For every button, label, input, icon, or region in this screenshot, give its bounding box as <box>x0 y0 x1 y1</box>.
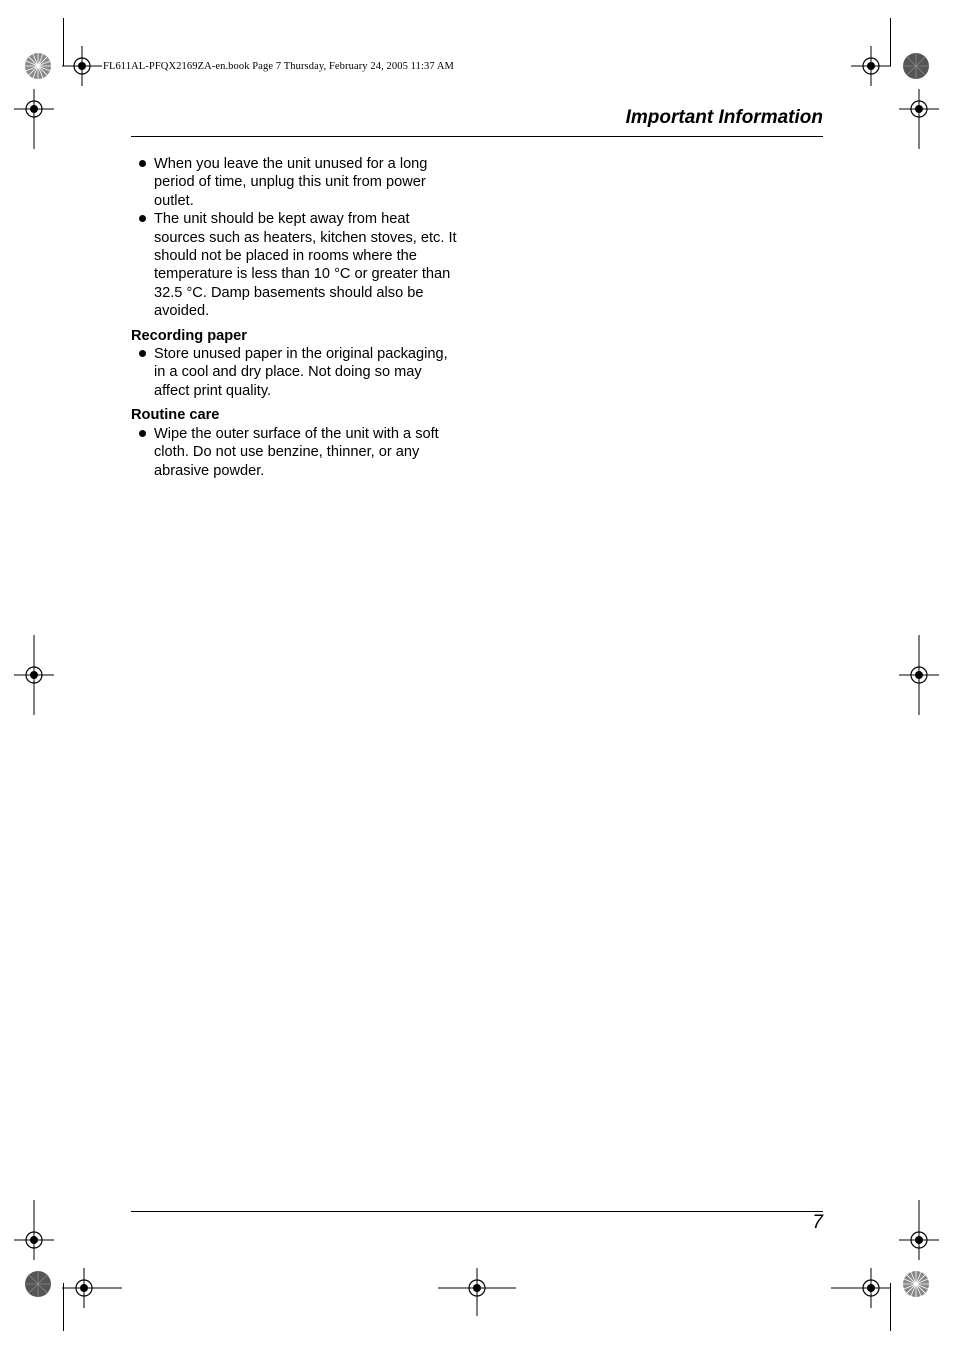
bullet-icon <box>139 160 146 167</box>
registration-mark-icon <box>62 1268 122 1308</box>
routine-care-bullet-list <box>131 425 461 480</box>
registration-mark-icon <box>899 89 939 149</box>
section-heading-routine-care: Routine care <box>131 407 220 424</box>
header-rule <box>131 136 823 137</box>
list-item-text: Wipe the outer surface of the unit with a soft cloth. Do not use benzine, thinner, or any abrasive powder. <box>154 425 439 479</box>
registration-mark-icon <box>14 635 54 715</box>
section-title: Important Information <box>625 107 823 128</box>
registration-mark-icon <box>899 635 939 715</box>
starburst-mark-icon <box>24 1270 52 1298</box>
footer-rule <box>131 1211 823 1212</box>
print-info-slug: FL611AL-PFQX2169ZA-en.book Page 7 Thursday, February 24, 2005 11:37 AM <box>103 61 454 72</box>
list-item <box>131 345 461 400</box>
bullet-icon <box>139 215 146 222</box>
list-item-text: The unit should be kept away from heat sources such as heaters, kitchen stoves, etc. It should not be placed in rooms where the temperature is less than 10 °C or greater than 32.5 °C. Damp basements should also be avoided. <box>154 211 457 320</box>
list-item <box>131 155 461 210</box>
registration-mark-icon <box>851 46 891 86</box>
section-heading-recording-paper: Recording paper <box>131 327 247 344</box>
bullet-icon <box>139 350 146 357</box>
recording-paper-bullet-list <box>131 345 461 400</box>
list-item <box>131 425 461 480</box>
page-number: 7 <box>812 1212 823 1233</box>
list-item-text: When you leave the unit unused for a long period of time, unplug this unit from power outlet. <box>154 156 428 209</box>
intro-bullet-list <box>131 155 461 321</box>
registration-mark-icon <box>438 1268 516 1316</box>
registration-mark-icon <box>62 46 102 86</box>
starburst-mark-icon <box>902 1270 930 1298</box>
registration-mark-icon <box>14 1200 54 1260</box>
list-item-text: Store unused paper in the original packaging, in a cool and dry place. Not doing so may affect print quality. <box>154 346 448 399</box>
list-item <box>131 210 461 320</box>
registration-mark-icon <box>14 89 54 149</box>
main-content <box>131 155 461 480</box>
bullet-icon <box>139 430 146 437</box>
registration-mark-icon <box>899 1200 939 1260</box>
starburst-mark-icon <box>902 52 930 80</box>
registration-mark-icon <box>831 1268 891 1308</box>
starburst-mark-icon <box>24 52 52 80</box>
